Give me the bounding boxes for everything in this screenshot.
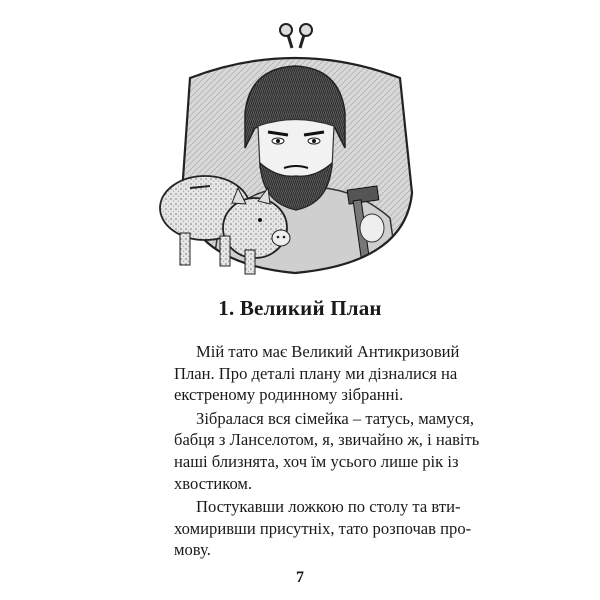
paragraph bbox=[152, 408, 480, 494]
text-line: хвостиком. bbox=[174, 473, 253, 493]
page-number: 7 bbox=[296, 569, 304, 586]
text-line: Постукавши ложкою по столу та вти- bbox=[196, 497, 461, 517]
text-line: наші близнята, хоч їм усього лише рік із bbox=[174, 451, 459, 471]
text-line: Зібралася вся сімейка – татусь, мамуся, bbox=[196, 408, 474, 428]
paragraph bbox=[152, 496, 472, 561]
text-line: екстреному родинному зібранні. bbox=[174, 385, 404, 405]
chapter-body bbox=[152, 341, 480, 563]
text-line: бабця з Ланселотом, я, звичайно ж, і навіть bbox=[174, 430, 480, 450]
chapter-title: 1. Великий План bbox=[218, 296, 382, 320]
purse-clasp-icon bbox=[280, 24, 312, 48]
text-line: Мій тато має Великий Антикризовий bbox=[196, 342, 460, 361]
text-line: мову. bbox=[174, 540, 211, 560]
text-line: План. Про деталі плану ми дізналися на bbox=[174, 363, 458, 383]
paragraph bbox=[152, 341, 460, 406]
chapter-illustration bbox=[150, 18, 440, 288]
text-line: хомиривши присутніх, тато розпочав про- bbox=[174, 518, 472, 538]
